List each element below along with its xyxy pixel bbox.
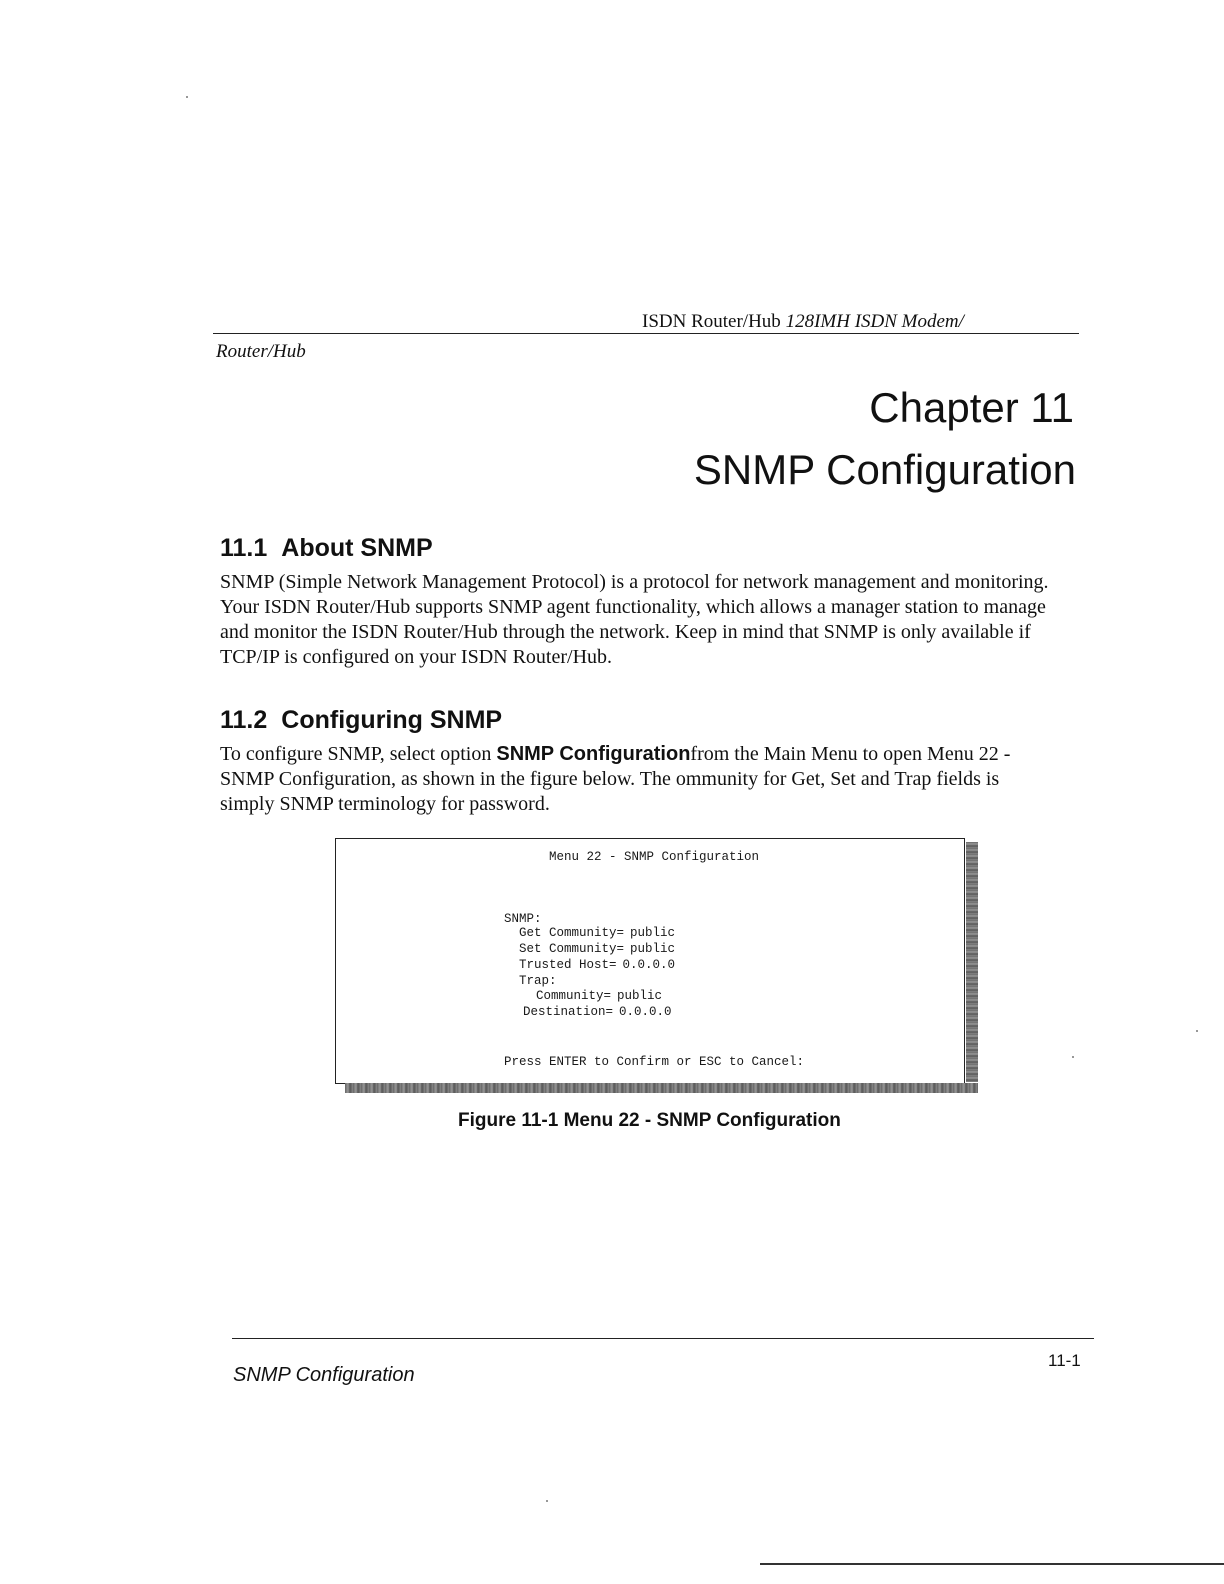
section-number: 11.1	[220, 534, 268, 562]
footer-page-number: 11-1	[1048, 1351, 1081, 1370]
trusted-host-row	[519, 958, 675, 972]
get-community-row	[519, 926, 675, 940]
footer-chapter-title: SNMP Configuration	[233, 1364, 415, 1386]
running-header-product: ISDN Router/Hub	[642, 311, 786, 332]
scan-speck	[186, 96, 188, 98]
snmp-group-label: SNMP:	[504, 912, 542, 926]
snmp-configuration-screen	[335, 838, 965, 1084]
screen-shadow-right	[966, 842, 978, 1082]
trap-community-field[interactable]: public	[617, 989, 663, 1003]
trap-group-label: Trap:	[519, 974, 557, 988]
set-community-field[interactable]: public	[630, 942, 676, 956]
trusted-host-field[interactable]: 0.0.0.0	[622, 958, 676, 972]
menu-option-term: SNMP Configuration	[496, 743, 691, 765]
screen-title: Menu 22 - SNMP Configuration	[549, 850, 760, 864]
header-rule	[213, 333, 1079, 334]
trusted-host-label: Trusted Host=	[519, 958, 617, 972]
scan-speck	[1072, 1056, 1074, 1058]
screen-shadow-bottom	[345, 1083, 978, 1093]
running-header-model: 128IMH	[785, 311, 850, 332]
paragraph-configuring-snmp	[220, 742, 1050, 817]
chapter-number: Chapter 11	[869, 384, 1074, 431]
figure-caption: Figure 11-1 Menu 22 - SNMP Configuration	[458, 1110, 841, 1131]
scan-speck	[546, 1500, 548, 1502]
section-title: Configuring SNMP	[281, 706, 503, 734]
running-header	[642, 311, 964, 333]
paragraph-text: from the Main Menu to open Menu 22 - SNMP Configuration, as shown in the figure below. The ommunity for Get, Set and Trap fields is simply SNMP terminology for password.	[220, 743, 1011, 815]
set-community-label: Set Community=	[519, 942, 625, 956]
get-community-field[interactable]: public	[630, 926, 676, 940]
running-header-suffix: ISDN Modem/	[849, 311, 964, 332]
section-number: 11.2	[220, 706, 268, 734]
section-heading-about-snmp	[220, 534, 433, 563]
running-header-left: Router/Hub	[216, 341, 306, 362]
paragraph-about-snmp: SNMP (Simple Network Management Protocol) is a protocol for network management and monitoring. Your ISDN Router/Hub supports SNMP agent functionality, which allows a manager station to manage and monitor the ISDN Router/Hub through the network. Keep in mind that SNMP is only available if TCP/IP is configured on your ISDN Router/Hub.	[220, 571, 1049, 668]
section-title: About SNMP	[281, 534, 433, 562]
footer-rule	[232, 1338, 1094, 1339]
paragraph-text: To configure SNMP, select option	[220, 743, 497, 765]
scan-edge-line	[760, 1563, 1224, 1565]
set-community-row	[519, 942, 675, 956]
trap-community-row	[536, 989, 662, 1003]
trap-destination-field[interactable]: 0.0.0.0	[619, 1005, 672, 1019]
trap-destination-label: Destination=	[523, 1005, 614, 1019]
scan-speck	[1196, 1030, 1198, 1032]
chapter-title: SNMP Configuration	[693, 446, 1076, 493]
section-heading-configuring-snmp	[220, 706, 502, 735]
trap-community-label: Community=	[536, 989, 612, 1003]
confirm-prompt: Press ENTER to Confirm or ESC to Cancel:	[504, 1055, 805, 1069]
trap-destination-row	[523, 1005, 672, 1019]
get-community-label: Get Community=	[519, 926, 625, 940]
